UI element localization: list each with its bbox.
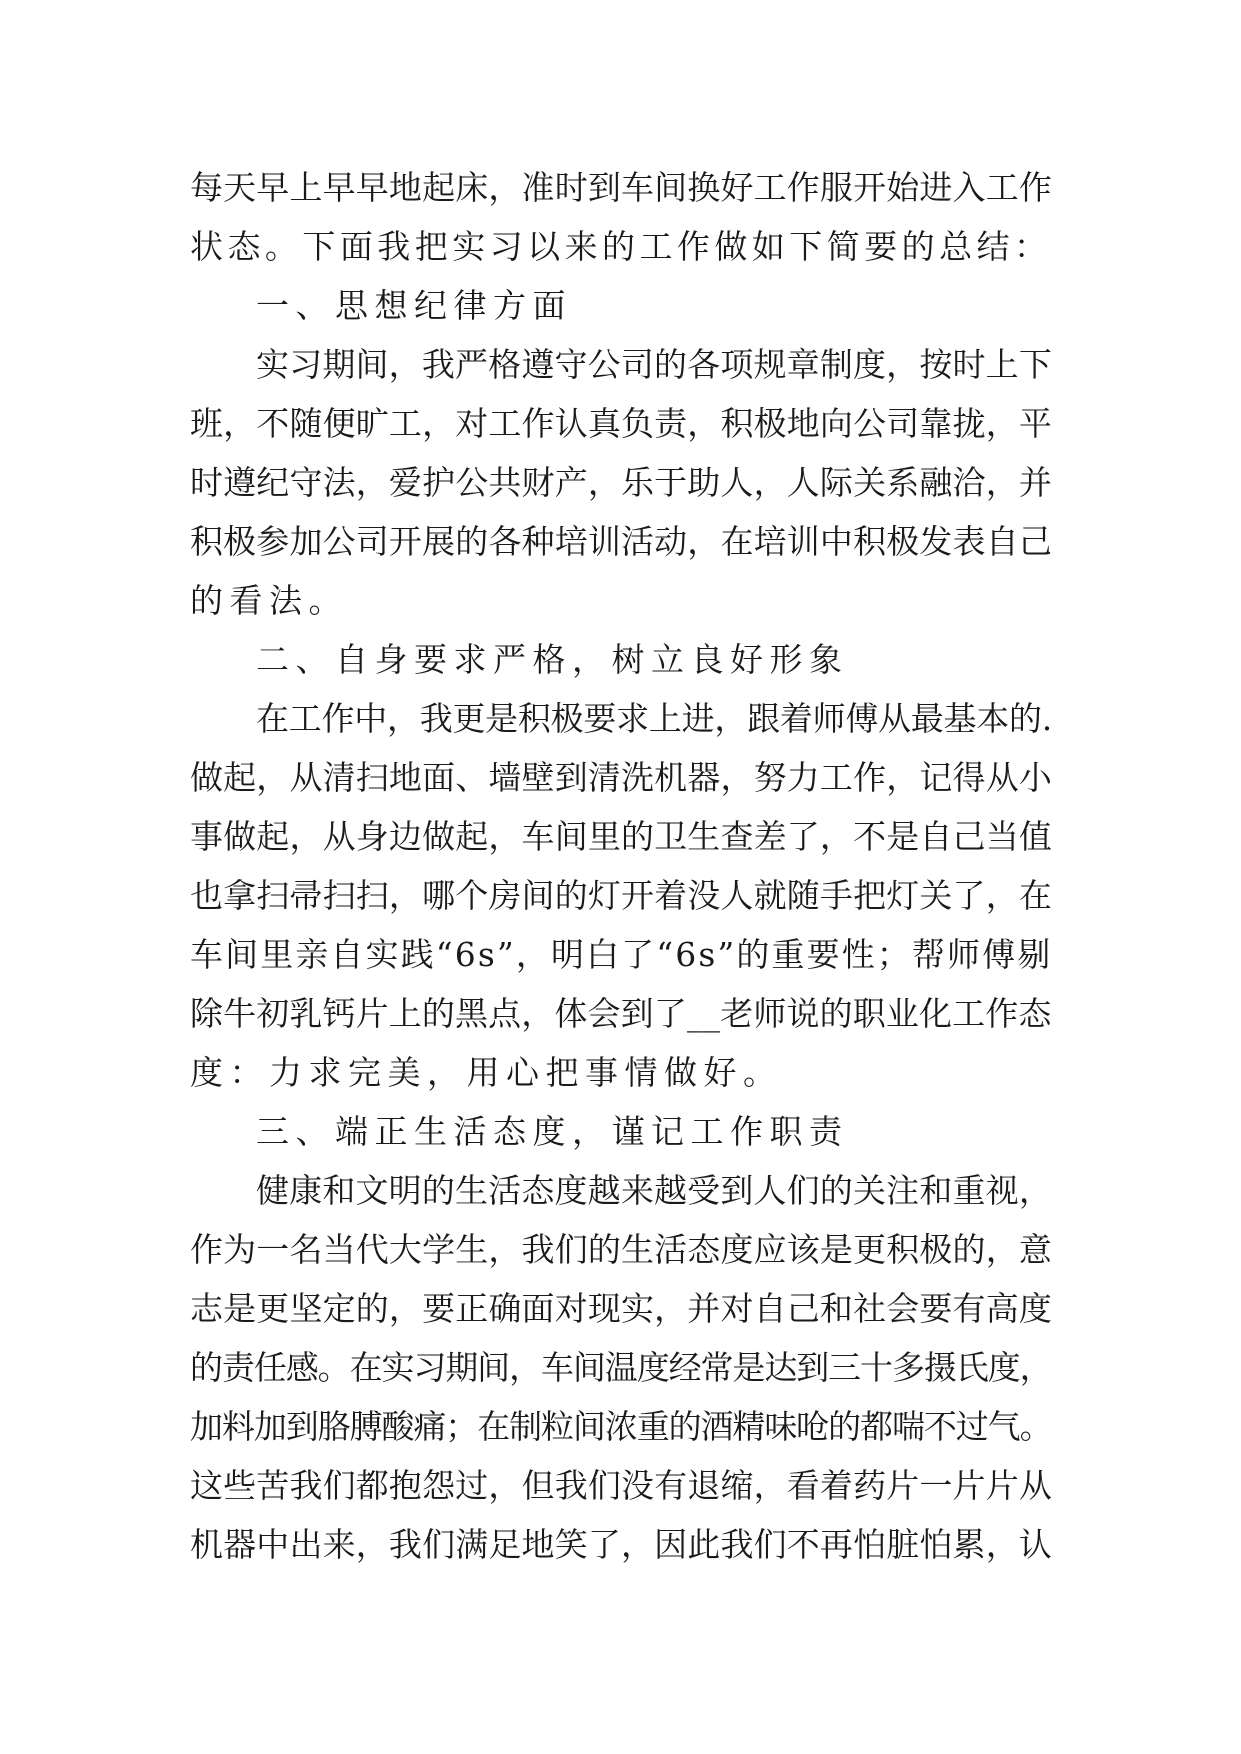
text-line: 积极参加公司开展的各种培训活动，在培训中积极发表自己 — [190, 522, 1052, 561]
body-text — [190, 158, 1052, 1574]
text-line: 的责任感。在实习期间，车间温度经常是达到三十多摄氏度， — [190, 1348, 1052, 1387]
text-line: 健康和文明的生活态度越来越受到人们的关注和重视， — [256, 1171, 1052, 1210]
text-line: 志是更坚定的，要正确面对现实，并对自己和社会要有高度 — [190, 1289, 1052, 1328]
text-line: 除牛初乳钙片上的黑点，体会到了__老师说的职业化工作态 — [190, 994, 1052, 1033]
text-line: 状态。下面我把实习以来的工作做如下简要的总结： — [190, 227, 1052, 266]
text-line: 实习期间，我严格遵守公司的各项规章制度，按时上下 — [256, 345, 1052, 384]
text-line: 作为一名当代大学生，我们的生活态度应该是更积极的，意 — [190, 1230, 1052, 1269]
text-line: 加料加到胳膊酸痛；在制粒间浓重的酒精味呛的都喘不过气。 — [190, 1407, 1052, 1446]
text-line: 事做起，从身边做起，车间里的卫生查差了，不是自己当值 — [190, 817, 1052, 856]
text-line: 每天早上早早地起床，准时到车间换好工作服开始进入工作 — [190, 168, 1052, 207]
text-line: 班，不随便旷工，对工作认真负责，积极地向公司靠拢，平 — [190, 404, 1052, 443]
text-line: 三、端正生活态度，谨记工作职责 — [256, 1112, 849, 1151]
text-line: 在工作中，我更是积极要求上进，跟着师傅从最基本的. — [256, 699, 1052, 738]
text-line: 也拿扫帚扫扫，哪个房间的灯开着没人就随手把灯关了，在 — [190, 876, 1052, 915]
text-line: 这些苦我们都抱怨过，但我们没有退缩，看着药片一片片从 — [190, 1466, 1052, 1505]
text-line: 做起，从清扫地面、墙壁到清洗机器，努力工作，记得从小 — [190, 758, 1052, 797]
text-line: 车间里亲自实践“6s”，明白了“6s”的重要性；帮师傅剔 — [190, 935, 1053, 974]
text-line: 时遵纪守法，爱护公共财产，乐于助人，人际关系融洽，并 — [190, 463, 1052, 502]
text-line: 度：力求完美，用心把事情做好。 — [190, 1053, 783, 1092]
text-line: 的看法。 — [190, 581, 348, 620]
text-line: 二、自身要求严格，树立良好形象 — [256, 640, 849, 679]
text-line: 机器中出来，我们满足地笑了，因此我们不再怕脏怕累，认 — [190, 1525, 1052, 1564]
text-line: 一、思想纪律方面 — [256, 286, 572, 325]
